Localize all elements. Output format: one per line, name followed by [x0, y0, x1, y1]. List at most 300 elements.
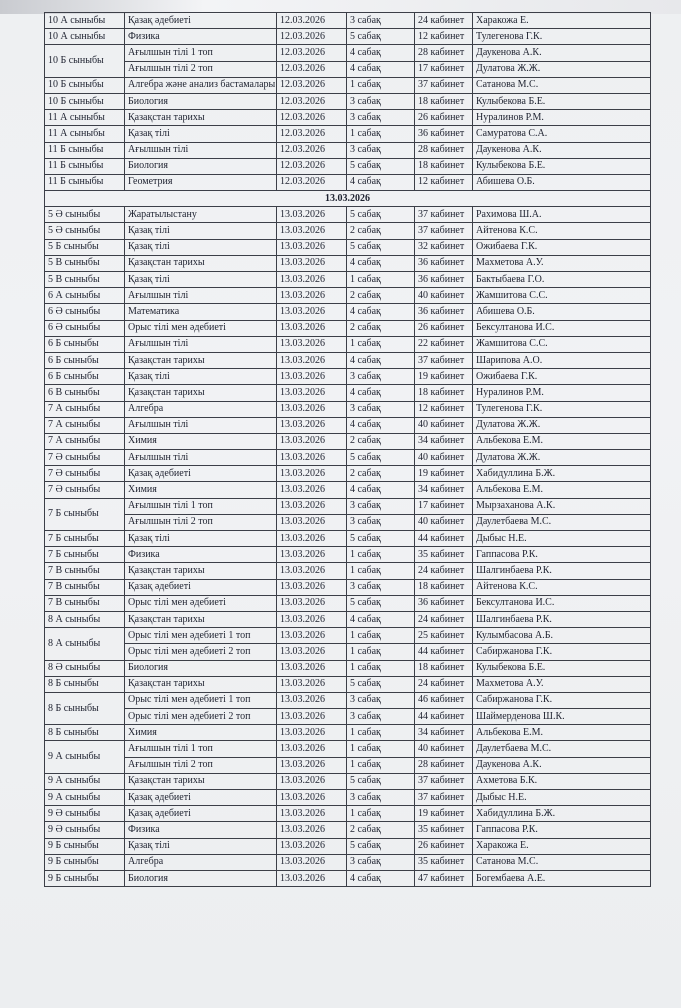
table-row: [45, 611, 651, 627]
room-cell: 25 кабинет: [415, 628, 473, 644]
lesson-cell: 2 сабақ: [347, 822, 415, 838]
subject-cell: Ағылшын тілі 2 топ: [125, 757, 277, 773]
lesson-cell: 1 сабақ: [347, 628, 415, 644]
subject-cell: Ағылшын тілі 1 топ: [125, 45, 277, 61]
date-section: [45, 191, 651, 207]
class-cell: 11 Б сыныбы: [45, 158, 125, 174]
room-cell: 19 кабинет: [415, 806, 473, 822]
subject-cell: Ағылшын тілі 1 топ: [125, 498, 277, 514]
lesson-cell: 1 сабақ: [347, 272, 415, 288]
teacher-cell: Даулетбаева М.С.: [473, 741, 651, 757]
lesson-cell: 4 сабақ: [347, 482, 415, 498]
teacher-cell: Махметова А.У.: [473, 676, 651, 692]
lesson-cell: 4 сабақ: [347, 352, 415, 368]
teacher-cell: Альбекова Е.М.: [473, 725, 651, 741]
class-cell: 10 Б сыныбы: [45, 77, 125, 93]
class-cell: 9 А сыныбы: [45, 790, 125, 806]
date-cell: 13.03.2026: [277, 660, 347, 676]
date-cell: 12.03.2026: [277, 29, 347, 45]
class-cell: 6 Б сыныбы: [45, 352, 125, 368]
class-cell: 6 Б сыныбы: [45, 369, 125, 385]
room-cell: 40 кабинет: [415, 288, 473, 304]
date-cell: 12.03.2026: [277, 13, 347, 29]
subject-cell: Химия: [125, 725, 277, 741]
teacher-cell: Хабидуллина Б.Ж.: [473, 806, 651, 822]
lesson-cell: 5 сабақ: [347, 158, 415, 174]
teacher-cell: Жамшитова С.С.: [473, 288, 651, 304]
table-row: [45, 126, 651, 142]
date-cell: 13.03.2026: [277, 806, 347, 822]
table-row: [45, 142, 651, 158]
room-cell: 44 кабинет: [415, 531, 473, 547]
class-cell: 5 Б сыныбы: [45, 239, 125, 255]
table-row: [45, 822, 651, 838]
lesson-cell: 3 сабақ: [347, 692, 415, 708]
subject-cell: Қазақ тілі: [125, 272, 277, 288]
subject-cell: Орыс тілі мен әдебиеті 2 топ: [125, 644, 277, 660]
room-cell: 17 кабинет: [415, 61, 473, 77]
date-cell: 13.03.2026: [277, 336, 347, 352]
room-cell: 26 кабинет: [415, 838, 473, 854]
date-cell: 13.03.2026: [277, 709, 347, 725]
teacher-cell: Рахимова Ш.А.: [473, 207, 651, 223]
date-cell: 13.03.2026: [277, 611, 347, 627]
lesson-cell: 2 сабақ: [347, 288, 415, 304]
table-row: [45, 838, 651, 854]
class-cell: 5 В сыныбы: [45, 272, 125, 288]
subject-cell: Орыс тілі мен әдебиеті: [125, 595, 277, 611]
teacher-cell: Бексултанова И.С.: [473, 595, 651, 611]
lesson-cell: 3 сабақ: [347, 498, 415, 514]
class-cell: 6 Ә сыныбы: [45, 320, 125, 336]
teacher-cell: Тулегенова Г.К.: [473, 29, 651, 45]
room-cell: 18 кабинет: [415, 579, 473, 595]
class-cell: 7 Ә сыныбы: [45, 466, 125, 482]
subject-cell: Қазақстан тарихы: [125, 255, 277, 271]
teacher-cell: Кулымбасова А.Б.: [473, 628, 651, 644]
subject-cell: Қазақ тілі: [125, 126, 277, 142]
teacher-cell: Шалгинбаева Р.К.: [473, 611, 651, 627]
table-row: [45, 547, 651, 563]
date-cell: 13.03.2026: [277, 450, 347, 466]
table-row: [45, 45, 651, 61]
table-row: [45, 304, 651, 320]
room-cell: 19 кабинет: [415, 466, 473, 482]
date-cell: 13.03.2026: [277, 628, 347, 644]
table-row: [45, 757, 651, 773]
room-cell: 44 кабинет: [415, 709, 473, 725]
table-row: [45, 514, 651, 530]
lesson-cell: 5 сабақ: [347, 595, 415, 611]
class-cell: 7 Б сыныбы: [45, 498, 125, 530]
lesson-cell: 4 сабақ: [347, 870, 415, 886]
class-cell: 7 А сыныбы: [45, 401, 125, 417]
date-cell: 13.03.2026: [277, 822, 347, 838]
class-cell: 6 В сыныбы: [45, 385, 125, 401]
subject-cell: Ағылшын тілі: [125, 288, 277, 304]
subject-cell: Биология: [125, 158, 277, 174]
teacher-cell: Ожибаева Г.К.: [473, 239, 651, 255]
lesson-cell: 1 сабақ: [347, 77, 415, 93]
table-row: [45, 369, 651, 385]
subject-cell: Ағылшын тілі 2 топ: [125, 514, 277, 530]
date-cell: 13.03.2026: [277, 239, 347, 255]
subject-cell: Орыс тілі мен әдебиеті: [125, 320, 277, 336]
table-row: [45, 352, 651, 368]
teacher-cell: Бактыбаева Г.О.: [473, 272, 651, 288]
class-cell: 11 Б сыныбы: [45, 174, 125, 190]
subject-cell: Жаратылыстану: [125, 207, 277, 223]
teacher-cell: Гаппасова Р.К.: [473, 547, 651, 563]
subject-cell: Физика: [125, 547, 277, 563]
lesson-cell: 1 сабақ: [347, 757, 415, 773]
lesson-cell: 3 сабақ: [347, 110, 415, 126]
table-row: [45, 29, 651, 45]
room-cell: 18 кабинет: [415, 158, 473, 174]
date-cell: 12.03.2026: [277, 61, 347, 77]
room-cell: 35 кабинет: [415, 547, 473, 563]
lesson-cell: 4 сабақ: [347, 304, 415, 320]
table-row: [45, 61, 651, 77]
class-cell: 7 А сыныбы: [45, 417, 125, 433]
teacher-cell: Абишева О.Б.: [473, 304, 651, 320]
lesson-cell: 5 сабақ: [347, 531, 415, 547]
room-cell: 12 кабинет: [415, 29, 473, 45]
date-cell: 13.03.2026: [277, 692, 347, 708]
teacher-cell: Даукенова А.К.: [473, 757, 651, 773]
date-cell: 13.03.2026: [277, 838, 347, 854]
subject-cell: Биология: [125, 660, 277, 676]
table-row: [45, 676, 651, 692]
class-cell: 8 Б сыныбы: [45, 692, 125, 724]
room-cell: 34 кабинет: [415, 433, 473, 449]
lesson-cell: 1 сабақ: [347, 547, 415, 563]
table-row: [45, 644, 651, 660]
table-row: [45, 498, 651, 514]
class-cell: 6 Б сыныбы: [45, 336, 125, 352]
table-row: [45, 320, 651, 336]
subject-cell: Физика: [125, 29, 277, 45]
lesson-cell: 1 сабақ: [347, 126, 415, 142]
subject-cell: Қазақ тілі: [125, 369, 277, 385]
room-cell: 35 кабинет: [415, 854, 473, 870]
lesson-cell: 4 сабақ: [347, 417, 415, 433]
table-row: [45, 13, 651, 29]
lesson-cell: 3 сабақ: [347, 854, 415, 870]
date-cell: 13.03.2026: [277, 773, 347, 789]
table-row: [45, 93, 651, 109]
teacher-cell: Харакожа Е.: [473, 838, 651, 854]
teacher-cell: Дулатова Ж.Ж.: [473, 417, 651, 433]
room-cell: 37 кабинет: [415, 790, 473, 806]
table-row: [45, 239, 651, 255]
room-cell: 24 кабинет: [415, 13, 473, 29]
class-cell: 11 Б сыныбы: [45, 142, 125, 158]
room-cell: 17 кабинет: [415, 498, 473, 514]
teacher-cell: Хабидуллина Б.Ж.: [473, 466, 651, 482]
room-cell: 34 кабинет: [415, 482, 473, 498]
date-cell: 13.03.2026: [277, 255, 347, 271]
teacher-cell: Шалгинбаева Р.К.: [473, 563, 651, 579]
class-cell: 8 Ә сыныбы: [45, 660, 125, 676]
class-cell: 7 В сыныбы: [45, 563, 125, 579]
teacher-cell: Ожибаева Г.К.: [473, 369, 651, 385]
table-row: [45, 385, 651, 401]
room-cell: 28 кабинет: [415, 142, 473, 158]
room-cell: 36 кабинет: [415, 304, 473, 320]
class-cell: 10 А сыныбы: [45, 29, 125, 45]
date-cell: 13.03.2026: [277, 741, 347, 757]
lesson-cell: 1 сабақ: [347, 741, 415, 757]
table-row: [45, 709, 651, 725]
class-cell: 7 Ә сыныбы: [45, 482, 125, 498]
table-row: [45, 336, 651, 352]
teacher-cell: Кулыбекова Б.Е.: [473, 158, 651, 174]
table-row: [45, 692, 651, 708]
date-cell: 13.03.2026: [277, 352, 347, 368]
class-cell: 9 Б сыныбы: [45, 854, 125, 870]
lesson-cell: 4 сабақ: [347, 255, 415, 271]
room-cell: 47 кабинет: [415, 870, 473, 886]
subject-cell: Ағылшын тілі: [125, 450, 277, 466]
lesson-cell: 5 сабақ: [347, 239, 415, 255]
lesson-cell: 2 сабақ: [347, 433, 415, 449]
class-cell: 8 Б сыныбы: [45, 725, 125, 741]
room-cell: 36 кабинет: [415, 126, 473, 142]
date-cell: 12.03.2026: [277, 142, 347, 158]
lesson-cell: 1 сабақ: [347, 806, 415, 822]
class-cell: 9 Б сыныбы: [45, 870, 125, 886]
table-row: [45, 806, 651, 822]
class-cell: 7 Б сыныбы: [45, 531, 125, 547]
subject-cell: Қазақстан тарихы: [125, 611, 277, 627]
date-cell: 13.03.2026: [277, 531, 347, 547]
subject-cell: Ағылшын тілі: [125, 336, 277, 352]
schedule-table: [44, 12, 651, 887]
teacher-cell: Дулатова Ж.Ж.: [473, 450, 651, 466]
room-cell: 12 кабинет: [415, 174, 473, 190]
subject-cell: Биология: [125, 870, 277, 886]
date-cell: 12.03.2026: [277, 45, 347, 61]
room-cell: 37 кабинет: [415, 223, 473, 239]
table-row: [45, 207, 651, 223]
class-cell: 5 Ә сыныбы: [45, 207, 125, 223]
date-cell: 13.03.2026: [277, 579, 347, 595]
class-cell: 9 Ә сыныбы: [45, 806, 125, 822]
teacher-cell: Бексултанова И.С.: [473, 320, 651, 336]
table-row: [45, 725, 651, 741]
class-cell: 5 В сыныбы: [45, 255, 125, 271]
subject-cell: Геометрия: [125, 174, 277, 190]
class-cell: 5 Ә сыныбы: [45, 223, 125, 239]
subject-cell: Қазақ әдебиеті: [125, 806, 277, 822]
room-cell: 18 кабинет: [415, 660, 473, 676]
room-cell: 19 кабинет: [415, 369, 473, 385]
table-row: [45, 223, 651, 239]
room-cell: 26 кабинет: [415, 110, 473, 126]
date-cell: 12.03.2026: [277, 110, 347, 126]
lesson-cell: 5 сабақ: [347, 29, 415, 45]
date-cell: 13.03.2026: [277, 870, 347, 886]
room-cell: 12 кабинет: [415, 401, 473, 417]
room-cell: 37 кабинет: [415, 77, 473, 93]
lesson-cell: 5 сабақ: [347, 676, 415, 692]
subject-cell: Қазақстан тарихы: [125, 563, 277, 579]
class-cell: 8 Б сыныбы: [45, 676, 125, 692]
teacher-cell: Нуралинов Р.М.: [473, 385, 651, 401]
subject-cell: Қазақстан тарихы: [125, 676, 277, 692]
date-cell: 13.03.2026: [277, 207, 347, 223]
date-cell: 12.03.2026: [277, 126, 347, 142]
subject-cell: Математика: [125, 304, 277, 320]
subject-cell: Қазақстан тарихы: [125, 352, 277, 368]
table-row: [45, 579, 651, 595]
lesson-cell: 3 сабақ: [347, 93, 415, 109]
class-cell: 7 В сыныбы: [45, 595, 125, 611]
room-cell: 37 кабинет: [415, 207, 473, 223]
date-cell: 13.03.2026: [277, 854, 347, 870]
teacher-cell: Альбекова Е.М.: [473, 482, 651, 498]
class-cell: 8 А сыныбы: [45, 628, 125, 660]
class-cell: 7 Ә сыныбы: [45, 450, 125, 466]
class-cell: 6 Ә сыныбы: [45, 304, 125, 320]
room-cell: 28 кабинет: [415, 45, 473, 61]
class-cell: 7 В сыныбы: [45, 579, 125, 595]
teacher-cell: Богембаева А.Е.: [473, 870, 651, 886]
subject-cell: Қазақ әдебиеті: [125, 466, 277, 482]
schedule-rows-13-03: [45, 207, 651, 887]
table-row: [45, 790, 651, 806]
lesson-cell: 1 сабақ: [347, 725, 415, 741]
lesson-cell: 3 сабақ: [347, 142, 415, 158]
room-cell: 46 кабинет: [415, 692, 473, 708]
subject-cell: Қазақ тілі: [125, 239, 277, 255]
teacher-cell: Сатанова М.С.: [473, 854, 651, 870]
room-cell: 22 кабинет: [415, 336, 473, 352]
class-cell: 9 Ә сыныбы: [45, 822, 125, 838]
teacher-cell: Кулыбекова Б.Е.: [473, 93, 651, 109]
subject-cell: Қазақ әдебиеті: [125, 13, 277, 29]
date-cell: 13.03.2026: [277, 595, 347, 611]
subject-cell: Орыс тілі мен әдебиеті 2 топ: [125, 709, 277, 725]
date-cell: 13.03.2026: [277, 401, 347, 417]
table-row: [45, 401, 651, 417]
teacher-cell: Махметова А.У.: [473, 255, 651, 271]
lesson-cell: 1 сабақ: [347, 563, 415, 579]
date-row: [45, 191, 651, 207]
date-cell: 13.03.2026: [277, 288, 347, 304]
room-cell: 24 кабинет: [415, 611, 473, 627]
teacher-cell: Сабиржанова Г.К.: [473, 644, 651, 660]
teacher-cell: Сатанова М.С.: [473, 77, 651, 93]
teacher-cell: Тулегенова Г.К.: [473, 401, 651, 417]
subject-cell: Қазақстан тарихы: [125, 110, 277, 126]
class-cell: 10 Б сыныбы: [45, 45, 125, 77]
room-cell: 26 кабинет: [415, 320, 473, 336]
class-cell: 6 А сыныбы: [45, 288, 125, 304]
subject-cell: Алгебра: [125, 401, 277, 417]
date-cell: 12.03.2026: [277, 158, 347, 174]
date-cell: 13.03.2026: [277, 272, 347, 288]
teacher-cell: Гаппасова Р.К.: [473, 822, 651, 838]
table-row: [45, 628, 651, 644]
table-row: [45, 482, 651, 498]
date-cell: 13.03.2026: [277, 498, 347, 514]
teacher-cell: Ахметова Б.К.: [473, 773, 651, 789]
teacher-cell: Дыбыс Н.Е.: [473, 531, 651, 547]
date-cell: 13.03.2026: [277, 514, 347, 530]
lesson-cell: 5 сабақ: [347, 773, 415, 789]
room-cell: 34 кабинет: [415, 725, 473, 741]
room-cell: 35 кабинет: [415, 822, 473, 838]
date-cell: 13.03.2026: [277, 644, 347, 660]
lesson-cell: 5 сабақ: [347, 450, 415, 466]
teacher-cell: Айтенова К.С.: [473, 579, 651, 595]
date-cell: 13.03.2026: [277, 563, 347, 579]
subject-cell: Орыс тілі мен әдебиеті 1 топ: [125, 692, 277, 708]
class-cell: 9 Б сыныбы: [45, 838, 125, 854]
lesson-cell: 3 сабақ: [347, 369, 415, 385]
table-row: [45, 741, 651, 757]
room-cell: 24 кабинет: [415, 676, 473, 692]
table-row: [45, 595, 651, 611]
table-row: [45, 531, 651, 547]
room-cell: 18 кабинет: [415, 93, 473, 109]
class-cell: 9 А сыныбы: [45, 773, 125, 789]
table-row: [45, 433, 651, 449]
table-row: [45, 255, 651, 271]
room-cell: 36 кабинет: [415, 595, 473, 611]
lesson-cell: 2 сабақ: [347, 320, 415, 336]
subject-cell: Қазақ тілі: [125, 838, 277, 854]
subject-cell: Ағылшын тілі 1 топ: [125, 741, 277, 757]
subject-cell: Алгебра және анализ бастамалары: [125, 77, 277, 93]
subject-cell: Биология: [125, 93, 277, 109]
table-row: [45, 563, 651, 579]
date-cell: 13.03.2026: [277, 676, 347, 692]
date-cell: 13.03.2026: [277, 482, 347, 498]
room-cell: 36 кабинет: [415, 255, 473, 271]
lesson-cell: 3 сабақ: [347, 13, 415, 29]
lesson-cell: 1 сабақ: [347, 336, 415, 352]
room-cell: 28 кабинет: [415, 757, 473, 773]
table-row: [45, 158, 651, 174]
table-row: [45, 417, 651, 433]
lesson-cell: 4 сабақ: [347, 611, 415, 627]
lesson-cell: 3 сабақ: [347, 401, 415, 417]
teacher-cell: Кулыбекова Б.Е.: [473, 660, 651, 676]
table-row: [45, 174, 651, 190]
subject-cell: Ағылшын тілі: [125, 142, 277, 158]
table-row: [45, 272, 651, 288]
lesson-cell: 2 сабақ: [347, 466, 415, 482]
teacher-cell: Шарипова А.О.: [473, 352, 651, 368]
class-cell: 9 А сыныбы: [45, 741, 125, 773]
teacher-cell: Мырзаханова А.К.: [473, 498, 651, 514]
teacher-cell: Даукенова А.К.: [473, 45, 651, 61]
teacher-cell: Дыбыс Н.Е.: [473, 790, 651, 806]
date-cell: 13.03.2026: [277, 304, 347, 320]
class-cell: 10 Б сыныбы: [45, 93, 125, 109]
date-cell: 12.03.2026: [277, 174, 347, 190]
teacher-cell: Харакожа Е.: [473, 13, 651, 29]
table-row: [45, 110, 651, 126]
teacher-cell: Даулетбаева М.С.: [473, 514, 651, 530]
table-row: [45, 77, 651, 93]
teacher-cell: Жамшитова С.С.: [473, 336, 651, 352]
table-row: [45, 870, 651, 886]
teacher-cell: Абишева О.Б.: [473, 174, 651, 190]
